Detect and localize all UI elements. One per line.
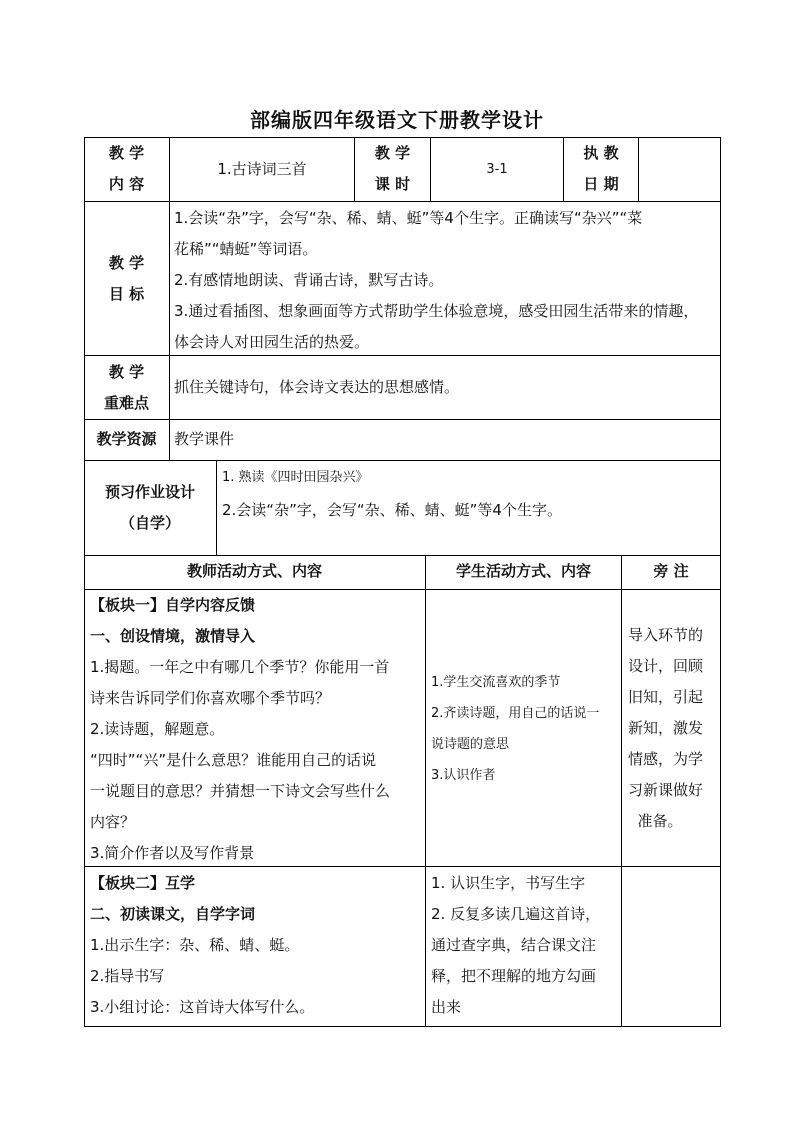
note-line: 新知，激发 <box>628 719 704 737</box>
teacher-line: 1.揭题。一年之中有哪几个季节？你能用一首 <box>90 658 390 676</box>
block1-heading: 【板块一】自学内容反馈 <box>90 596 256 614</box>
teacher-line: 3.小组讨论：这首诗大体写什么。 <box>90 998 315 1016</box>
period-label-line1: 教 学 <box>374 144 411 162</box>
goals-line: 2.有感情地朗读、背诵古诗，默写古诗。 <box>174 271 444 289</box>
period-label-line2: 课 时 <box>374 175 411 193</box>
student-column-header: 学生活动方式、内容 <box>455 562 591 580</box>
student-line: 3.认识作者 <box>431 768 496 783</box>
teacher-line: 1.出示生字：杂、稀、蜻、蜓。 <box>90 936 300 954</box>
date-label-line1: 执 教 <box>583 144 619 162</box>
student-line: 2. 反复多读几遍这首诗， <box>431 905 601 923</box>
block1-note <box>628 620 703 837</box>
teacher-column-header: 教师活动方式、内容 <box>186 562 322 580</box>
goals-label <box>84 248 169 310</box>
student-line: 释，把不理解的地方勾画 <box>431 967 597 985</box>
goals-line: 花稀”“蜻蜓”等词语。 <box>174 240 318 258</box>
preview-label-line1: 预习作业设计 <box>104 483 195 501</box>
page-title: 部编版四年级语文下册教学设计 <box>250 108 544 132</box>
block1-teacher <box>90 590 390 869</box>
note-line: 情感，为学 <box>628 750 704 768</box>
note-column-header: 旁 注 <box>653 562 689 580</box>
note-line: 旧知，引起 <box>628 688 704 706</box>
teacher-line: 一说题目的意思？并猜想一下诗文会写些什么 <box>90 782 391 800</box>
block1-student <box>431 667 599 791</box>
note-line: 准备。 <box>628 812 683 830</box>
period-value: 3-1 <box>486 162 508 177</box>
block2-teacher <box>90 868 314 1023</box>
resources-label: 教学资源 <box>96 430 157 448</box>
content-value: 1.古诗词三首 <box>217 160 307 178</box>
goals-label-line1: 教 学 <box>108 254 145 272</box>
content-label <box>84 138 169 200</box>
note-line: 习新课做好 <box>628 781 704 799</box>
difficulty-text: 抓住关键诗句，体会诗文表达的思想感情。 <box>174 378 460 396</box>
goals-label-line2: 目 标 <box>108 285 145 303</box>
student-line: 1.学生交流喜欢的季节 <box>431 675 561 690</box>
content-label-line2: 内 容 <box>108 175 145 193</box>
block2-section: 二、初读课文，自学字词 <box>90 905 256 923</box>
teacher-line: 2.指导书写 <box>90 967 165 985</box>
preview-line: 1. 熟读《四时田园杂兴》 <box>222 470 369 485</box>
teacher-line: 内容？ <box>90 813 136 831</box>
preview-line: 2.会读“杂”字，会写“杂、稀、蜻、蜓”等4个生字。 <box>222 501 562 519</box>
note-line: 设计，回顾 <box>628 657 704 675</box>
goals-text <box>174 203 698 358</box>
goals-line: 体会诗人对田园生活的热爱。 <box>174 333 370 351</box>
block2-heading: 【板块二】互学 <box>90 874 196 892</box>
note-line: 导入环节的 <box>628 626 704 644</box>
date-label-line2: 日 期 <box>583 175 619 193</box>
preview-text <box>222 462 562 526</box>
preview-label-line2: （自学） <box>119 514 180 532</box>
student-line: 出来 <box>431 998 462 1016</box>
difficulty-label-line2: 重难点 <box>103 394 149 412</box>
goals-line: 1.会读“杂”字，会写“杂、稀、蜻、蜓”等4个生字。正确读写“杂兴”“菜 <box>174 209 643 227</box>
block2-student <box>431 868 600 1023</box>
student-line: 1. 认识生字，书写生字 <box>431 874 586 892</box>
teacher-line: “四时”“兴”是什么意思？谁能用自己的话说 <box>90 751 377 769</box>
student-line: 通过查字典，结合课文注 <box>431 936 597 954</box>
difficulty-label-line1: 教 学 <box>108 363 145 381</box>
period-label <box>355 138 430 200</box>
resources-text: 教学课件 <box>174 430 235 448</box>
student-line: 2.齐读诗题，用自己的话说一 <box>431 706 600 721</box>
teacher-line: 3.简介作者以及写作背景 <box>90 844 255 862</box>
difficulty-label <box>84 357 169 419</box>
content-label-line1: 教 学 <box>108 144 145 162</box>
student-line: 说诗题的意思 <box>431 737 510 752</box>
teacher-line: 2.读诗题，解题意。 <box>90 720 225 738</box>
preview-label <box>84 477 216 539</box>
block1-section: 一、创设情境，激情导入 <box>90 627 256 645</box>
date-label <box>564 138 638 200</box>
goals-line: 3.通过看插图、想象画面等方式帮助学生体验意境，感受田园生活带来的情趣， <box>174 302 699 320</box>
teacher-line: 诗来告诉同学们你喜欢哪个季节吗？ <box>90 689 331 707</box>
